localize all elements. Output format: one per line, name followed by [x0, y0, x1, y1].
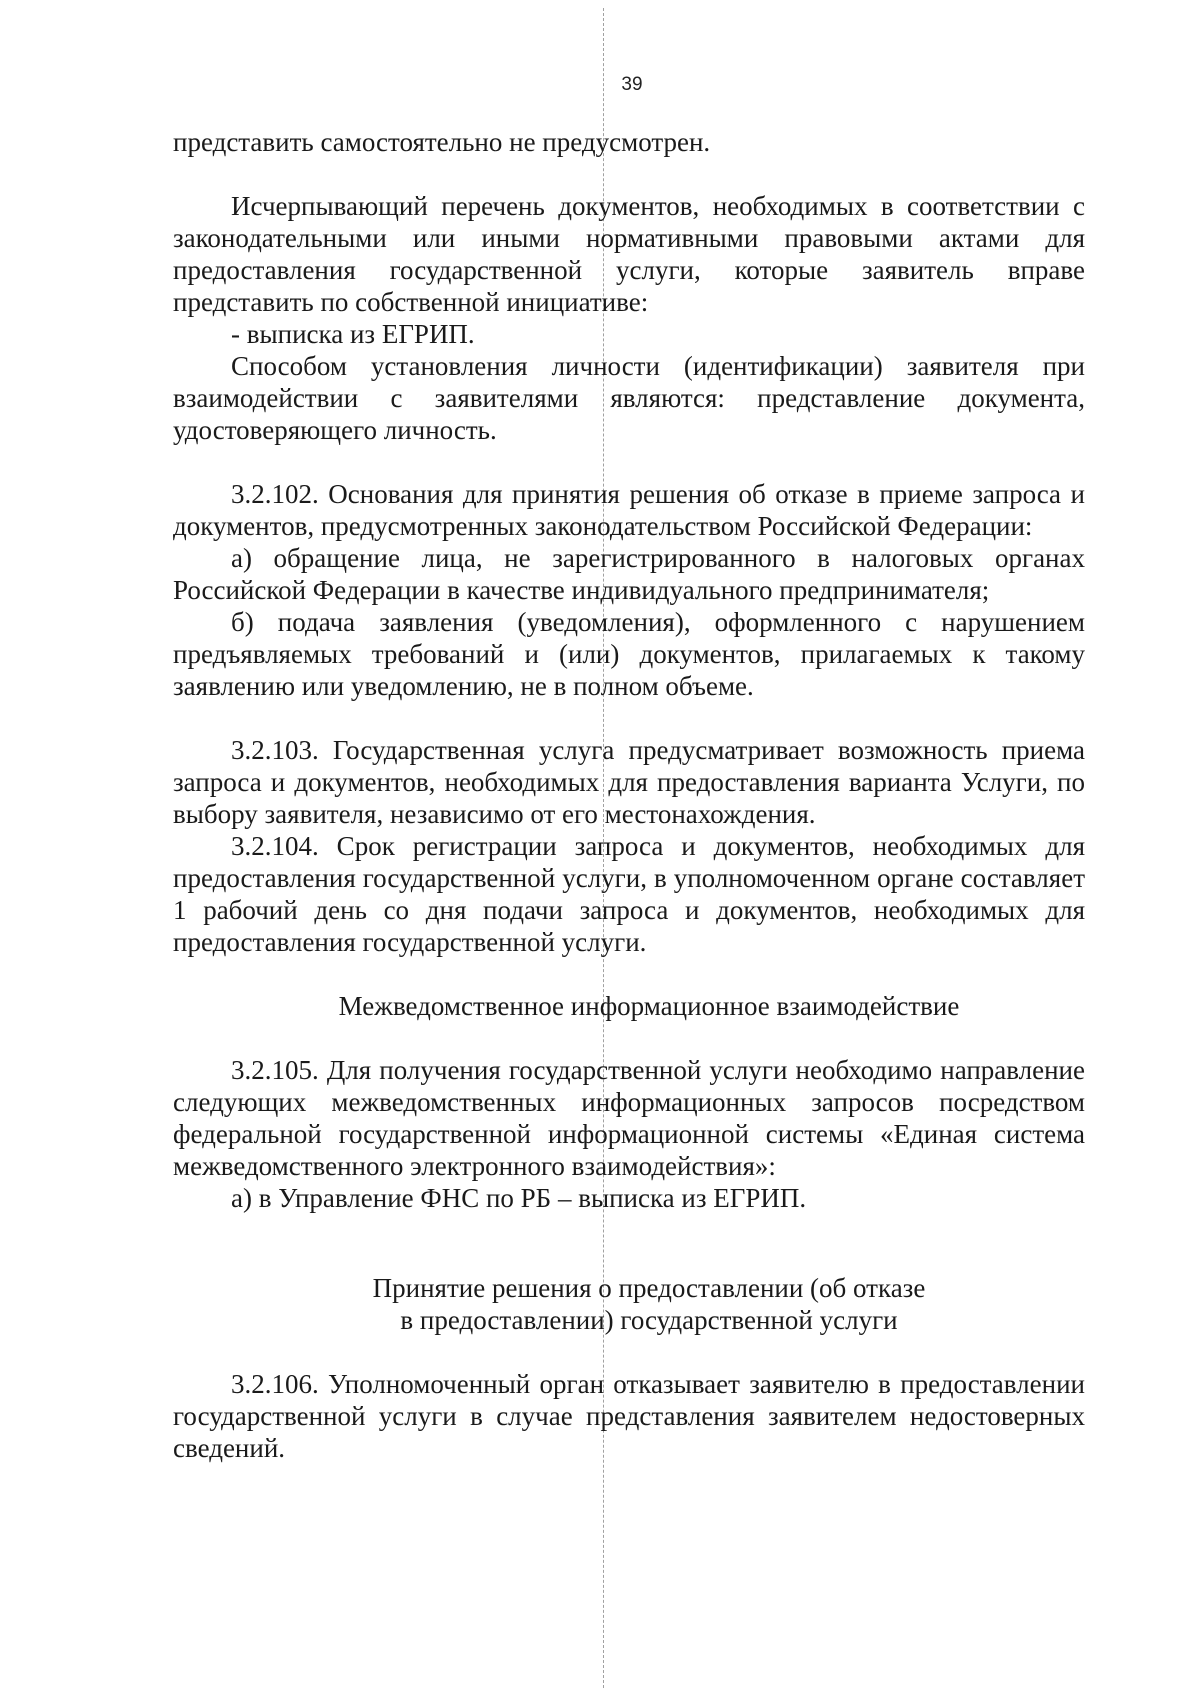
spacer	[173, 158, 1085, 190]
list-item-b: б) подача заявления (уведомления), оформленного с нарушением предъявляемых требований и (или) документов, прилагаемых к такому заявлению или уведомлению, не в полном объеме.	[173, 607, 1085, 701]
paragraph-identification: Способом установления личности (идентификации) заявителя при взаимодействии с заявителями являются: представление документа, удостоверяющего личность.	[173, 351, 1085, 445]
spacer	[173, 1336, 1085, 1368]
page-number: 39	[621, 74, 643, 95]
document-body	[173, 126, 1085, 1464]
section-heading-decision-line1: Принятие решения о предоставлении (об отказе	[372, 1273, 926, 1303]
paragraph-3-2-106: 3.2.106. Уполномоченный орган отказывает заявителю в предоставлении государственной услуги в случае представления заявителем недостоверных сведений.	[173, 1369, 1085, 1463]
paragraph-documents-list: Исчерпывающий перечень документов, необходимых в соответствии с законодательными или иными нормативными правовыми актами для предоставления государственной услуги, которые заявитель вправе представить по собственной инициативе:	[173, 191, 1085, 317]
spacer	[173, 702, 1085, 734]
list-item-egrip: - выписка из ЕГРИП.	[231, 319, 475, 349]
paragraph-continuation: представить самостоятельно не предусмотрен.	[173, 127, 711, 157]
paragraph-3-2-102: 3.2.102. Основания для принятия решения об отказе в приеме запроса и документов, предусмотренных законодательством Российской Федерации:	[173, 479, 1085, 541]
list-item-a: а) обращение лица, не зарегистрированного в налоговых органах Российской Федерации в качестве индивидуального предпринимателя;	[173, 543, 1085, 605]
spacer	[173, 958, 1085, 990]
spacer	[173, 1214, 1085, 1246]
section-heading-decision-line2: в предоставлении) государственной услуги	[400, 1305, 898, 1335]
spacer	[173, 1246, 1085, 1272]
list-item-fns: а) в Управление ФНС по РБ – выписка из ЕГРИП.	[231, 1183, 807, 1213]
paragraph-3-2-103: 3.2.103. Государственная услуга предусматривает возможность приема запроса и документов, необходимых для предоставления варианта Услуги, по выбору заявителя, независимо от его местонахождения.	[173, 735, 1085, 829]
section-heading-interagency: Межведомственное информационное взаимодействие	[338, 991, 960, 1021]
paragraph-3-2-105: 3.2.105. Для получения государственной услуги необходимо направление следующих межведомственных информационных запросов посредством федеральной государственной информационной системы «Единая система межведомственного электронного взаимодействия»:	[173, 1055, 1085, 1181]
spacer	[173, 1022, 1085, 1054]
spacer	[173, 446, 1085, 478]
paragraph-3-2-104: 3.2.104. Срок регистрации запроса и документов, необходимых для предоставления государственной услуги, в уполномоченном органе составляет 1 рабочий день со дня подачи запроса и документов, необходимых для предоставления государственной услуги.	[173, 831, 1085, 957]
